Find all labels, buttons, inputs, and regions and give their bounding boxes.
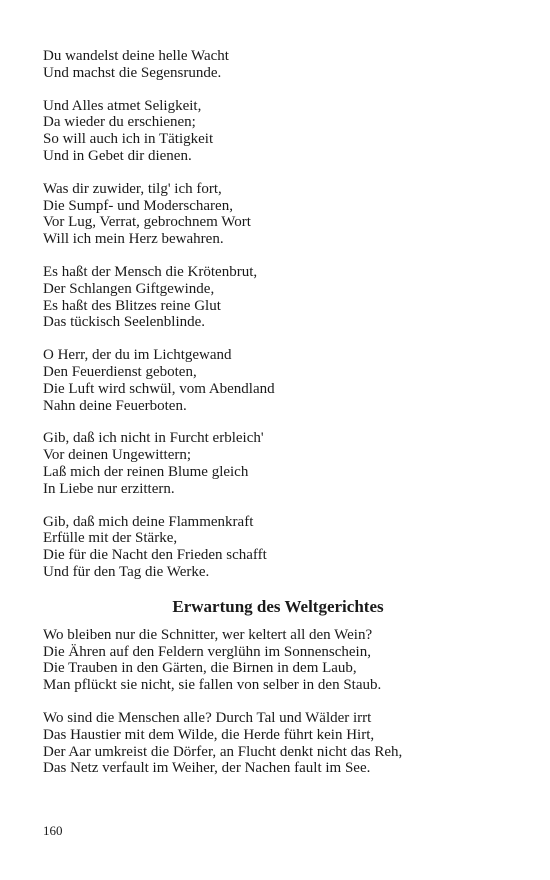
page-content — [43, 48, 513, 793]
verse-line: Der Schlangen Giftgewinde, — [43, 280, 215, 297]
verse-line: Es haßt des Blitzes reine Glut — [43, 297, 221, 314]
verse-line: Es haßt der Mensch die Krötenbrut, — [43, 263, 258, 280]
verse-line: Vor Lug, Verrat, gebrochnem Wort — [43, 214, 251, 231]
stanza — [43, 264, 513, 331]
stanza — [43, 181, 513, 248]
verse-line: Du wandelst deine helle Wacht — [43, 48, 229, 64]
verse-line: Das Haustier mit dem Wilde, die Herde führt kein Hirt, — [43, 726, 375, 743]
stanza — [43, 514, 513, 581]
verse-line: Was dir zuwider, tilg' ich fort, — [43, 180, 222, 197]
verse-line: O Herr, der du im Lichtgewand — [43, 347, 232, 364]
verse-line: Vor deinen Ungewittern; — [43, 447, 192, 464]
second-poem — [43, 597, 513, 777]
verse-line: Und Alles atmet Seligkeit, — [43, 97, 202, 114]
verse-line: Gib, daß mich deine Flammenkraft — [43, 513, 254, 530]
verse-line: Die Luft wird schwül, vom Abendland — [43, 380, 275, 397]
verse-line: Nahn deine Feuerboten. — [43, 397, 187, 414]
verse-line: In Liebe nur erzittern. — [43, 480, 175, 497]
stanza — [43, 347, 513, 414]
verse-line: So will auch ich in Tätigkeit — [43, 131, 214, 148]
verse-line: Die Trauben in den Gärten, die Birnen in dem Laub, — [43, 660, 357, 677]
stanza — [43, 710, 513, 777]
stanza — [43, 48, 513, 82]
stanza — [43, 98, 513, 165]
stanza — [43, 627, 513, 694]
first-poem — [43, 48, 513, 581]
verse-line: Die Sumpf- und Moderscharen, — [43, 197, 233, 214]
verse-line: Da wieder du erschienen; — [43, 114, 196, 131]
page-number: 160 — [43, 823, 63, 838]
verse-line: Wo sind die Menschen alle? Durch Tal und Wälder irrt — [43, 709, 372, 726]
verse-line: Die für die Nacht den Frieden schafft — [43, 547, 267, 564]
verse-line: Will ich mein Herz bewahren. — [43, 231, 224, 248]
verse-line: Gib, daß ich nicht in Furcht erbleich' — [43, 430, 264, 447]
poem-title: Erwartung des Weltgerichtes — [172, 596, 384, 616]
verse-line: Erfülle mit der Stärke, — [43, 530, 178, 547]
verse-line: Laß mich der reinen Blume gleich — [43, 463, 249, 480]
verse-line: Das Netz verfault im Weiher, der Nachen fault im See. — [43, 760, 371, 777]
verse-line: Und machst die Segensrunde. — [43, 64, 222, 81]
stanza — [43, 430, 513, 497]
verse-line: Den Feuerdienst geboten, — [43, 363, 197, 380]
verse-line: Die Ähren auf den Feldern verglühn im Sonnenschein, — [43, 643, 371, 660]
verse-line: Man pflückt sie nicht, sie fallen von selber in den Staub. — [43, 677, 382, 694]
verse-line: Und für den Tag die Werke. — [43, 563, 210, 580]
verse-line: Wo bleiben nur die Schnitter, wer keltert all den Wein? — [43, 626, 373, 643]
verse-line: Und in Gebet dir dienen. — [43, 147, 192, 164]
verse-line: Der Aar umkreist die Dörfer, an Flucht denkt nicht das Reh, — [43, 743, 403, 760]
verse-line: Das tückisch Seelenblinde. — [43, 314, 206, 331]
